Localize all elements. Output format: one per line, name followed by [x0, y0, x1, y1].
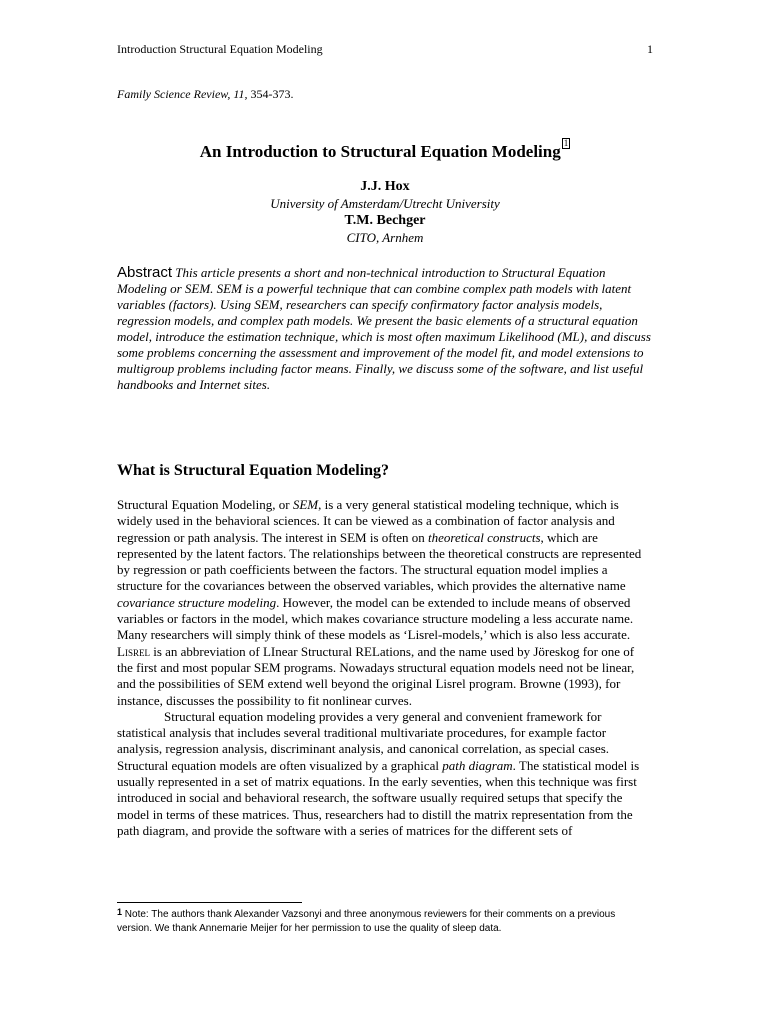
footnote-mark: 1 [117, 907, 123, 917]
title-footnote-mark[interactable]: 1 [563, 138, 569, 148]
journal-name: Family Science Review, [117, 87, 231, 101]
abstract-text: This article presents a short and non-technical introduction to Structural Equation Modeling or SEM. SEM is a powerful technique that can combine complex path models with latent variables (factors). Using SEM, researchers can specify confirmatory factor analysis models, regression models, and complex path models. We present the basic elements of a structural equation model, introduce the estimation technique, which is most often maximum Likelihood (ML), and discuss some problems concerning the assessment and improvement of the model fit, and model extensions to multigroup problems including factor means. Finally, we discuss some of the software, and list useful handbooks and Internet sites. [117, 265, 651, 392]
journal-volume: 11, [233, 87, 248, 101]
section-heading: What is Structural Equation Modeling? [117, 462, 390, 479]
paper-title [117, 138, 653, 163]
running-title: Introduction Structural Equation Modeling [117, 42, 323, 56]
journal-pages: 354-373. [250, 87, 294, 101]
author-affiliation: CITO, Arnhem [346, 230, 424, 245]
text-run-italic: covariance structure modeling [117, 594, 277, 610]
text-run: . However, the model can be extended to include means of observed variables or factors in the model, which makes covariance structure modeling a less accurate name. Many researchers will simply think of these models as ‘Lisrel-models,’ which is also less accurate. [117, 594, 634, 643]
text-run: Structural equation modeling provides a very general and convenient framework for statistical analysis that includes several traditional multivariate procedures, for example factor analysis, regression analysis, discriminant analysis, and canonical correlation, as special cases. Structural equation models are often visualized by a graphical [117, 708, 610, 773]
footnote [117, 908, 653, 935]
author-block [117, 178, 653, 246]
footnote-text: Note: The authors thank Alexander Vazsonyi and three anonymous reviewers for their comments on a previous version. We thank Annemarie Meijer for her permission to use the quality of sleep data. [117, 909, 616, 934]
body-paragraph [117, 497, 653, 709]
text-run-italic: path diagram [442, 757, 513, 773]
text-run: , is a very general statistical modeling technique, which is widely used in the behavioral sciences. It can be viewed as a combination of factor analysis and regression or path analysis. The interest in SEM is often on [117, 497, 619, 545]
author-name: J.J. Hox [360, 179, 410, 194]
text-run-smallcaps: Lisrel [117, 643, 150, 659]
text-run: , which are represented by the latent factors. The relationships between the theoretical constructs are represented by regression or path coefficients between the factors. The structural equation model implies a structure for the covariances between the observed variables, which provides the alternative name [117, 529, 642, 594]
body-paragraph [117, 709, 653, 839]
page-number: 1 [647, 42, 653, 56]
text-run: Structural Equation Modeling, or [117, 497, 293, 512]
author-name: T.M. Bechger [344, 213, 426, 228]
text-run: . The statistical model is usually represented in a set of matrix equations. In the early seventies, when this technique was first introduced in social and behavioral research, the software usually required setups that specify the model in terms of these matrices. Thus, researchers had to distill the matrix representation from the path diagram, and provide the software with a series of matrices for the different sets of [117, 757, 640, 838]
citation [117, 86, 294, 102]
section-body [117, 497, 653, 839]
abstract [117, 265, 653, 393]
footnote-divider [117, 902, 302, 903]
text-run-italic: theoretical constructs [427, 529, 541, 545]
text-run: is an abbreviation of LInear Structural RELations, and the name used by Jöreskog for one of the first and most popular SEM programs. Nowadays structural equation models need not be linear, and the possibilities of SEM extend well beyond the original Lisrel program. Browne (1993), for instance, discusses the possibility to fit nonlinear curves. [117, 643, 635, 708]
abstract-label: Abstract [117, 264, 173, 281]
running-header [117, 42, 653, 57]
paper-title-text: An Introduction to Structural Equation Modeling [199, 142, 561, 161]
text-run-italic: SEM [292, 497, 319, 512]
author-affiliation: University of Amsterdam/Utrecht University [270, 196, 500, 211]
